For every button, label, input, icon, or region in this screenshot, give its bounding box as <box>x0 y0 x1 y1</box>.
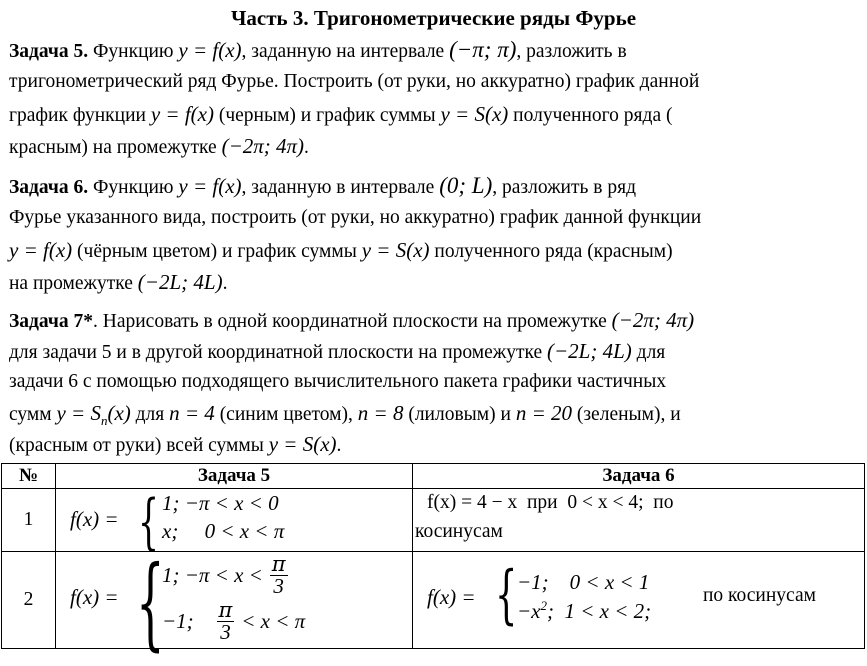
task7-text: . <box>336 435 342 456</box>
task7-text: (зеленым), и <box>571 404 681 425</box>
task5-line4 <box>9 131 309 161</box>
page-title: Часть 3. Тригонометрические ряды Фурье <box>230 6 637 30</box>
row-number: 2 <box>2 552 56 649</box>
formula-part: (x) <box>107 401 131 425</box>
n-value-8: n = 8 <box>357 401 404 425</box>
task5-line3 <box>9 99 672 129</box>
tasks-table <box>1 463 865 661</box>
task7-text: для <box>631 342 666 363</box>
task6-range: (−2L; 4L) <box>137 270 223 294</box>
case-text: −x <box>517 599 541 623</box>
task6-label: Задача 6. <box>9 177 89 198</box>
task7-text: для задачи 5 и в другой координатной плоскости на промежутке <box>9 342 548 363</box>
task5-function-cell <box>56 487 413 557</box>
task5-interval: (−π; π) <box>449 37 517 62</box>
task6-function-line2: косинусам <box>415 521 503 542</box>
task5-range: (−2π; 4π) <box>221 134 305 158</box>
header-task5: Задача 5 <box>56 464 413 489</box>
task7-line3: задачи 6 с помощью подходящего вычислительного пакета графики частичных <box>9 371 667 392</box>
task5-text: полученного ряда ( <box>508 105 673 126</box>
left-brace-icon: { <box>136 544 165 661</box>
task6-line3 <box>9 235 673 265</box>
task6-function-cell <box>413 552 865 649</box>
task6-text: (чёрным цветом) и график суммы <box>72 241 362 262</box>
formula-y-f-x: y = f(x) <box>178 174 242 198</box>
task6-text: , разложить в ряд <box>492 177 637 198</box>
formula-y-f-x: y = f(x) <box>9 238 73 262</box>
task5-line1 <box>9 35 627 65</box>
task6-line2: Фурье указанного вида, построить (от руки, но аккуратно) график данной функции <box>9 207 702 228</box>
function-lhs: f(x) = <box>70 507 119 531</box>
fraction-pi-over-3 <box>217 600 235 643</box>
task5-line2: тригонометрический ряд Фурье. Построить (от руки, но аккуратно) график данной <box>9 71 700 92</box>
expansion-note: по косинусам <box>703 585 816 606</box>
task7-line2 <box>9 336 665 366</box>
header-task6: Задача 6 <box>413 464 865 489</box>
task6-line4 <box>9 267 227 297</box>
task7-line4 <box>9 398 681 428</box>
left-brace-icon: { <box>495 558 518 632</box>
fraction-denominator: 3 <box>273 574 284 598</box>
formula-partial-sum <box>56 401 131 429</box>
formula-y-f-x: y = f(x) <box>150 102 214 126</box>
task5-text: . <box>304 137 309 158</box>
task6-interval: (0; L) <box>439 173 493 198</box>
task7-text: (красным от руки) всей суммы <box>9 435 269 456</box>
task6-function-line1: f(x) = 4 − x при 0 < x < 4; по <box>427 492 674 513</box>
formula-y-f-x: y = f(x) <box>178 38 242 62</box>
task5-text: (черным) и график суммы <box>213 105 441 126</box>
task7-text: (синим цветом), <box>214 404 358 425</box>
piecewise-case-1 <box>162 554 290 597</box>
case-text: ; 1 < x < 2; <box>547 599 652 623</box>
task6-text: на промежутке <box>9 273 138 294</box>
task7-line1 <box>9 305 694 335</box>
task7-text: . Нарисовать в одной координатной плоскости на промежутке <box>93 311 612 332</box>
task5-label: Задача 5. <box>9 41 89 62</box>
task7-range1: (−2π; 4π) <box>611 308 695 332</box>
function-lhs: f(x) = <box>70 585 119 609</box>
task5-text: , разложить в <box>516 41 627 62</box>
task5-text: график функции <box>9 105 151 126</box>
fraction-numerator: π <box>218 598 233 622</box>
piecewise-case-2: x; 0 < x < π <box>162 519 285 543</box>
piecewise-case-1: 1; −π < x < 0 <box>162 491 279 515</box>
task5-text: , заданную на интервале <box>241 41 450 62</box>
task5-function-cell <box>56 544 413 661</box>
table-header-row <box>2 464 865 489</box>
piecewise-case-1: −1; 0 < x < 1 <box>517 570 650 594</box>
case-text: < x < π <box>241 609 306 633</box>
fraction-numerator: π <box>271 552 286 576</box>
task7-line5 <box>9 429 341 459</box>
fraction-denominator: 3 <box>220 620 231 644</box>
formula-y-s-x: y = S(x) <box>268 432 337 456</box>
task5-text: Функцию <box>88 41 179 62</box>
task7-label: Задача 7* <box>9 311 93 332</box>
left-brace-icon: { <box>138 487 160 557</box>
formula-y-s-x: y = S(x) <box>440 102 509 126</box>
task6-text: , заданную в интервале <box>241 177 440 198</box>
task7-range2: (−2L; 4L) <box>547 339 632 363</box>
task6-text: Функцию <box>88 177 179 198</box>
n-value-20: n = 20 <box>515 401 572 425</box>
superscript-2: 2 <box>540 598 547 613</box>
task7-text: (лиловым) и <box>403 404 516 425</box>
task6-text: полученного ряда (красным) <box>429 241 673 262</box>
formula-y-s-x: y = S(x) <box>361 238 430 262</box>
n-value-4: n = 4 <box>169 401 215 425</box>
piecewise-case-2 <box>162 600 305 643</box>
table-row <box>2 489 865 552</box>
row-number: 1 <box>2 489 56 552</box>
table-row <box>2 552 865 649</box>
case-text: 1; −π < x < <box>162 563 263 587</box>
function-lhs: f(x) = <box>427 585 476 609</box>
task6-function-cell <box>413 489 865 552</box>
task7-text: для <box>130 404 170 425</box>
case-text: −1; <box>162 609 194 633</box>
task5-text: красным) на промежутке <box>9 137 222 158</box>
formula-part: y = S <box>56 401 101 425</box>
subscript-n: n <box>100 413 108 429</box>
task7-text: сумм <box>9 404 57 425</box>
header-number: № <box>2 464 56 489</box>
task6-line1 <box>9 171 636 201</box>
piecewise-case-2 <box>517 598 651 624</box>
task6-text: . <box>222 273 228 294</box>
fraction-pi-over-3 <box>270 554 288 597</box>
